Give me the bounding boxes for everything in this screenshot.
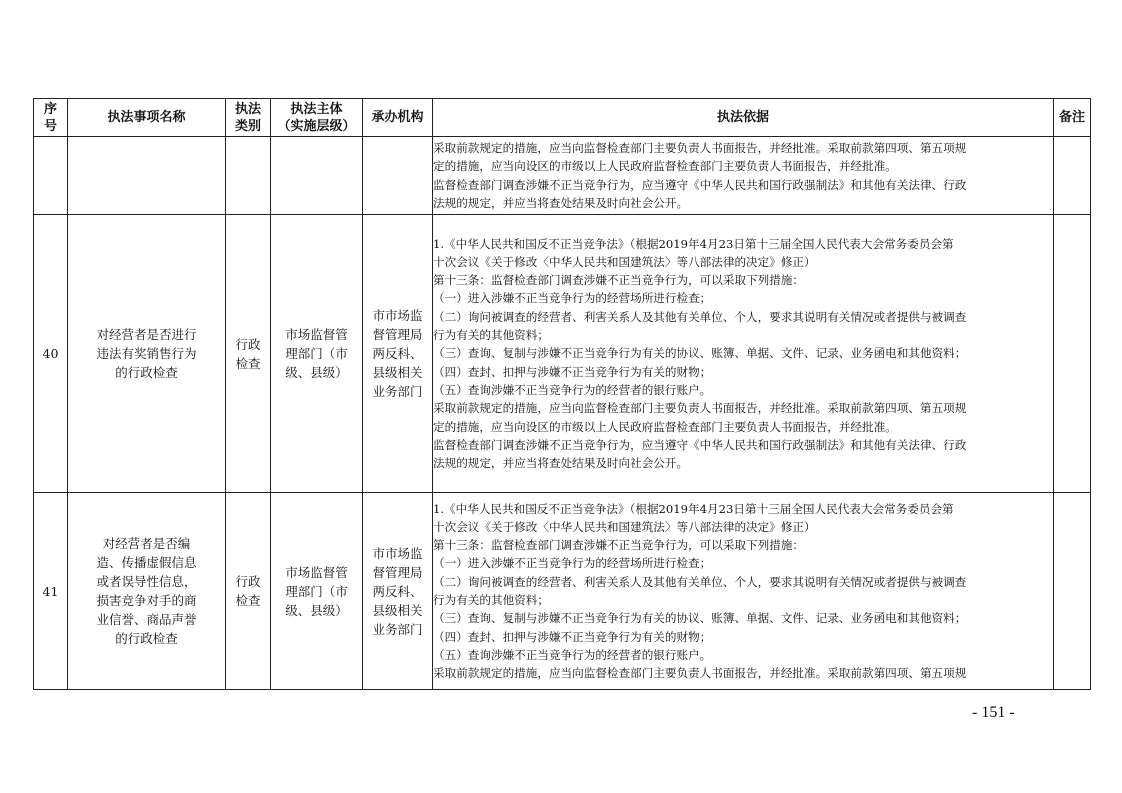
cell-basis <box>433 215 1054 493</box>
cell-item-name: 对经营者是否进行 违法有奖销售行为 的行政检查 <box>68 215 226 493</box>
basis-line: 监督检查部门调查涉嫌不正当竞争行为，应当遵守《中华人民共和国行政强制法》和其他有关法律、行政 <box>433 437 967 452</box>
cell-category: 行政 检查 <box>226 215 271 493</box>
cell-subject: 市场监督管 理部门（市 级、县级） <box>271 215 363 493</box>
basis-line: 采取前款规定的措施，应当向监督检查部门主要负责人书面报告，并经批准。采取前款第四项、第五项规 <box>433 401 967 416</box>
cell-seq <box>34 137 68 215</box>
cell-agency <box>363 137 433 215</box>
basis-line: （四）查封、扣押与涉嫌不正当竞争行为有关的财物； <box>433 629 712 644</box>
basis-line: 行为有关的其他资料； <box>433 328 549 343</box>
cell-item-name: 对经营者是否编 造、传播虚假信息 或者误导性信息， 损害竞争对手的商 业信誉、商品声誉 的行政检查 <box>68 493 226 690</box>
enforcement-table <box>33 98 1091 690</box>
basis-line: 第十三条：监督检查部门调查涉嫌不正当竞争行为，可以采取下列措施： <box>433 273 805 288</box>
cell-basis <box>433 493 1054 690</box>
basis-line: （一）进入涉嫌不正当竞争行为的经营场所进行检查； <box>433 291 712 306</box>
header-remarks: 备注 <box>1054 99 1091 137</box>
cell-subject <box>271 137 363 215</box>
cell-seq: 41 <box>34 493 68 690</box>
basis-line: （二）询问被调查的经营者、利害关系人及其他有关单位、个人，要求其说明有关情况或者提供与被调查 <box>433 309 967 324</box>
cell-remarks <box>1054 493 1091 690</box>
table-row <box>34 493 1091 690</box>
table-row-continued <box>34 137 1091 215</box>
basis-line: 行为有关的其他资料； <box>433 593 549 607</box>
cell-category: 行政 检查 <box>226 493 271 690</box>
basis-line: （四）查封、扣押与涉嫌不正当竞争行为有关的财物； <box>433 364 712 379</box>
basis-line: 十次会议《关于修改〈中华人民共和国建筑法〉等八部法律的决定》修正） <box>433 519 816 534</box>
basis-line: 1.《中华人民共和国反不正当竞争法》（根据2019年4月23日第十三届全国人民代表大会常务委员会第 <box>433 236 954 251</box>
cell-remarks <box>1054 137 1091 215</box>
basis-line: 采取前款规定的措施，应当向监督检查部门主要负责人书面报告，并经批准。采取前款第四项、第五项规 <box>433 140 967 155</box>
basis-line: （三）查询、复制与涉嫌不正当竞争行为有关的协议、账簿、单据、文件、记录、业务函电和其他资料； <box>433 611 967 626</box>
page-number: - 151 - <box>972 704 1015 721</box>
header-item-name: 执法事项名称 <box>68 99 226 137</box>
header-category: 执法 类别 <box>226 99 271 137</box>
table-row <box>34 215 1091 493</box>
basis-line: 法规的规定，并应当将查处结果及时向社会公开。 <box>433 195 689 210</box>
basis-line: 1.《中华人民共和国反不正当竞争法》（根据2019年4月23日第十三届全国人民代表大会常务委员会第 <box>433 501 954 516</box>
basis-line: 法规的规定，并应当将查处结果及时向社会公开。 <box>433 456 689 471</box>
header-basis: 执法依据 <box>433 99 1054 137</box>
cell-agency: 市市场监 督管理局 两反科、 县级相关 业务部门 <box>363 493 433 690</box>
basis-line: 采取前款规定的措施，应当向监督检查部门主要负责人书面报告，并经批准。采取前款第四项、第五项规 <box>433 666 967 681</box>
cell-item-name <box>68 137 226 215</box>
cell-remarks <box>1054 215 1091 493</box>
cell-agency: 市市场监 督管理局 两反科、 县级相关 业务部门 <box>363 215 433 493</box>
header-subject: 执法主体 （实施层级） <box>271 99 363 137</box>
cell-category <box>226 137 271 215</box>
cell-subject: 市场监督管 理部门（市 级、县级） <box>271 493 363 690</box>
basis-line: （五）查询涉嫌不正当竞争行为的经营者的银行账户。 <box>433 647 712 662</box>
cell-basis <box>433 137 1054 215</box>
basis-line: （二）询问被调查的经营者、利害关系人及其他有关单位、个人，要求其说明有关情况或者提供与被调查 <box>433 574 967 589</box>
basis-line: （一）进入涉嫌不正当竞争行为的经营场所进行检查； <box>433 556 712 571</box>
basis-line: 第十三条：监督检查部门调查涉嫌不正当竞争行为，可以采取下列措施： <box>433 538 805 553</box>
basis-line: 监督检查部门调查涉嫌不正当竞争行为，应当遵守《中华人民共和国行政强制法》和其他有关法律、行政 <box>433 177 967 192</box>
cell-seq: 40 <box>34 215 68 493</box>
header-seq: 序 号 <box>34 99 68 137</box>
basis-line: 定的措施，应当向设区的市级以上人民政府监督检查部门主要负责人书面报告，并经批准。 <box>433 159 897 174</box>
basis-line: （三）查询、复制与涉嫌不正当竞争行为有关的协议、账簿、单据、文件、记录、业务函电和其他资料； <box>433 346 967 361</box>
basis-line: 十次会议《关于修改〈中华人民共和国建筑法〉等八部法律的决定》修正） <box>433 254 816 269</box>
basis-line: 定的措施，应当向设区的市级以上人民政府监督检查部门主要负责人书面报告，并经批准。 <box>433 419 897 434</box>
table-header-row <box>34 99 1091 137</box>
header-agency: 承办机构 <box>363 99 433 137</box>
basis-line: （五）查询涉嫌不正当竞争行为的经营者的银行账户。 <box>433 382 712 397</box>
